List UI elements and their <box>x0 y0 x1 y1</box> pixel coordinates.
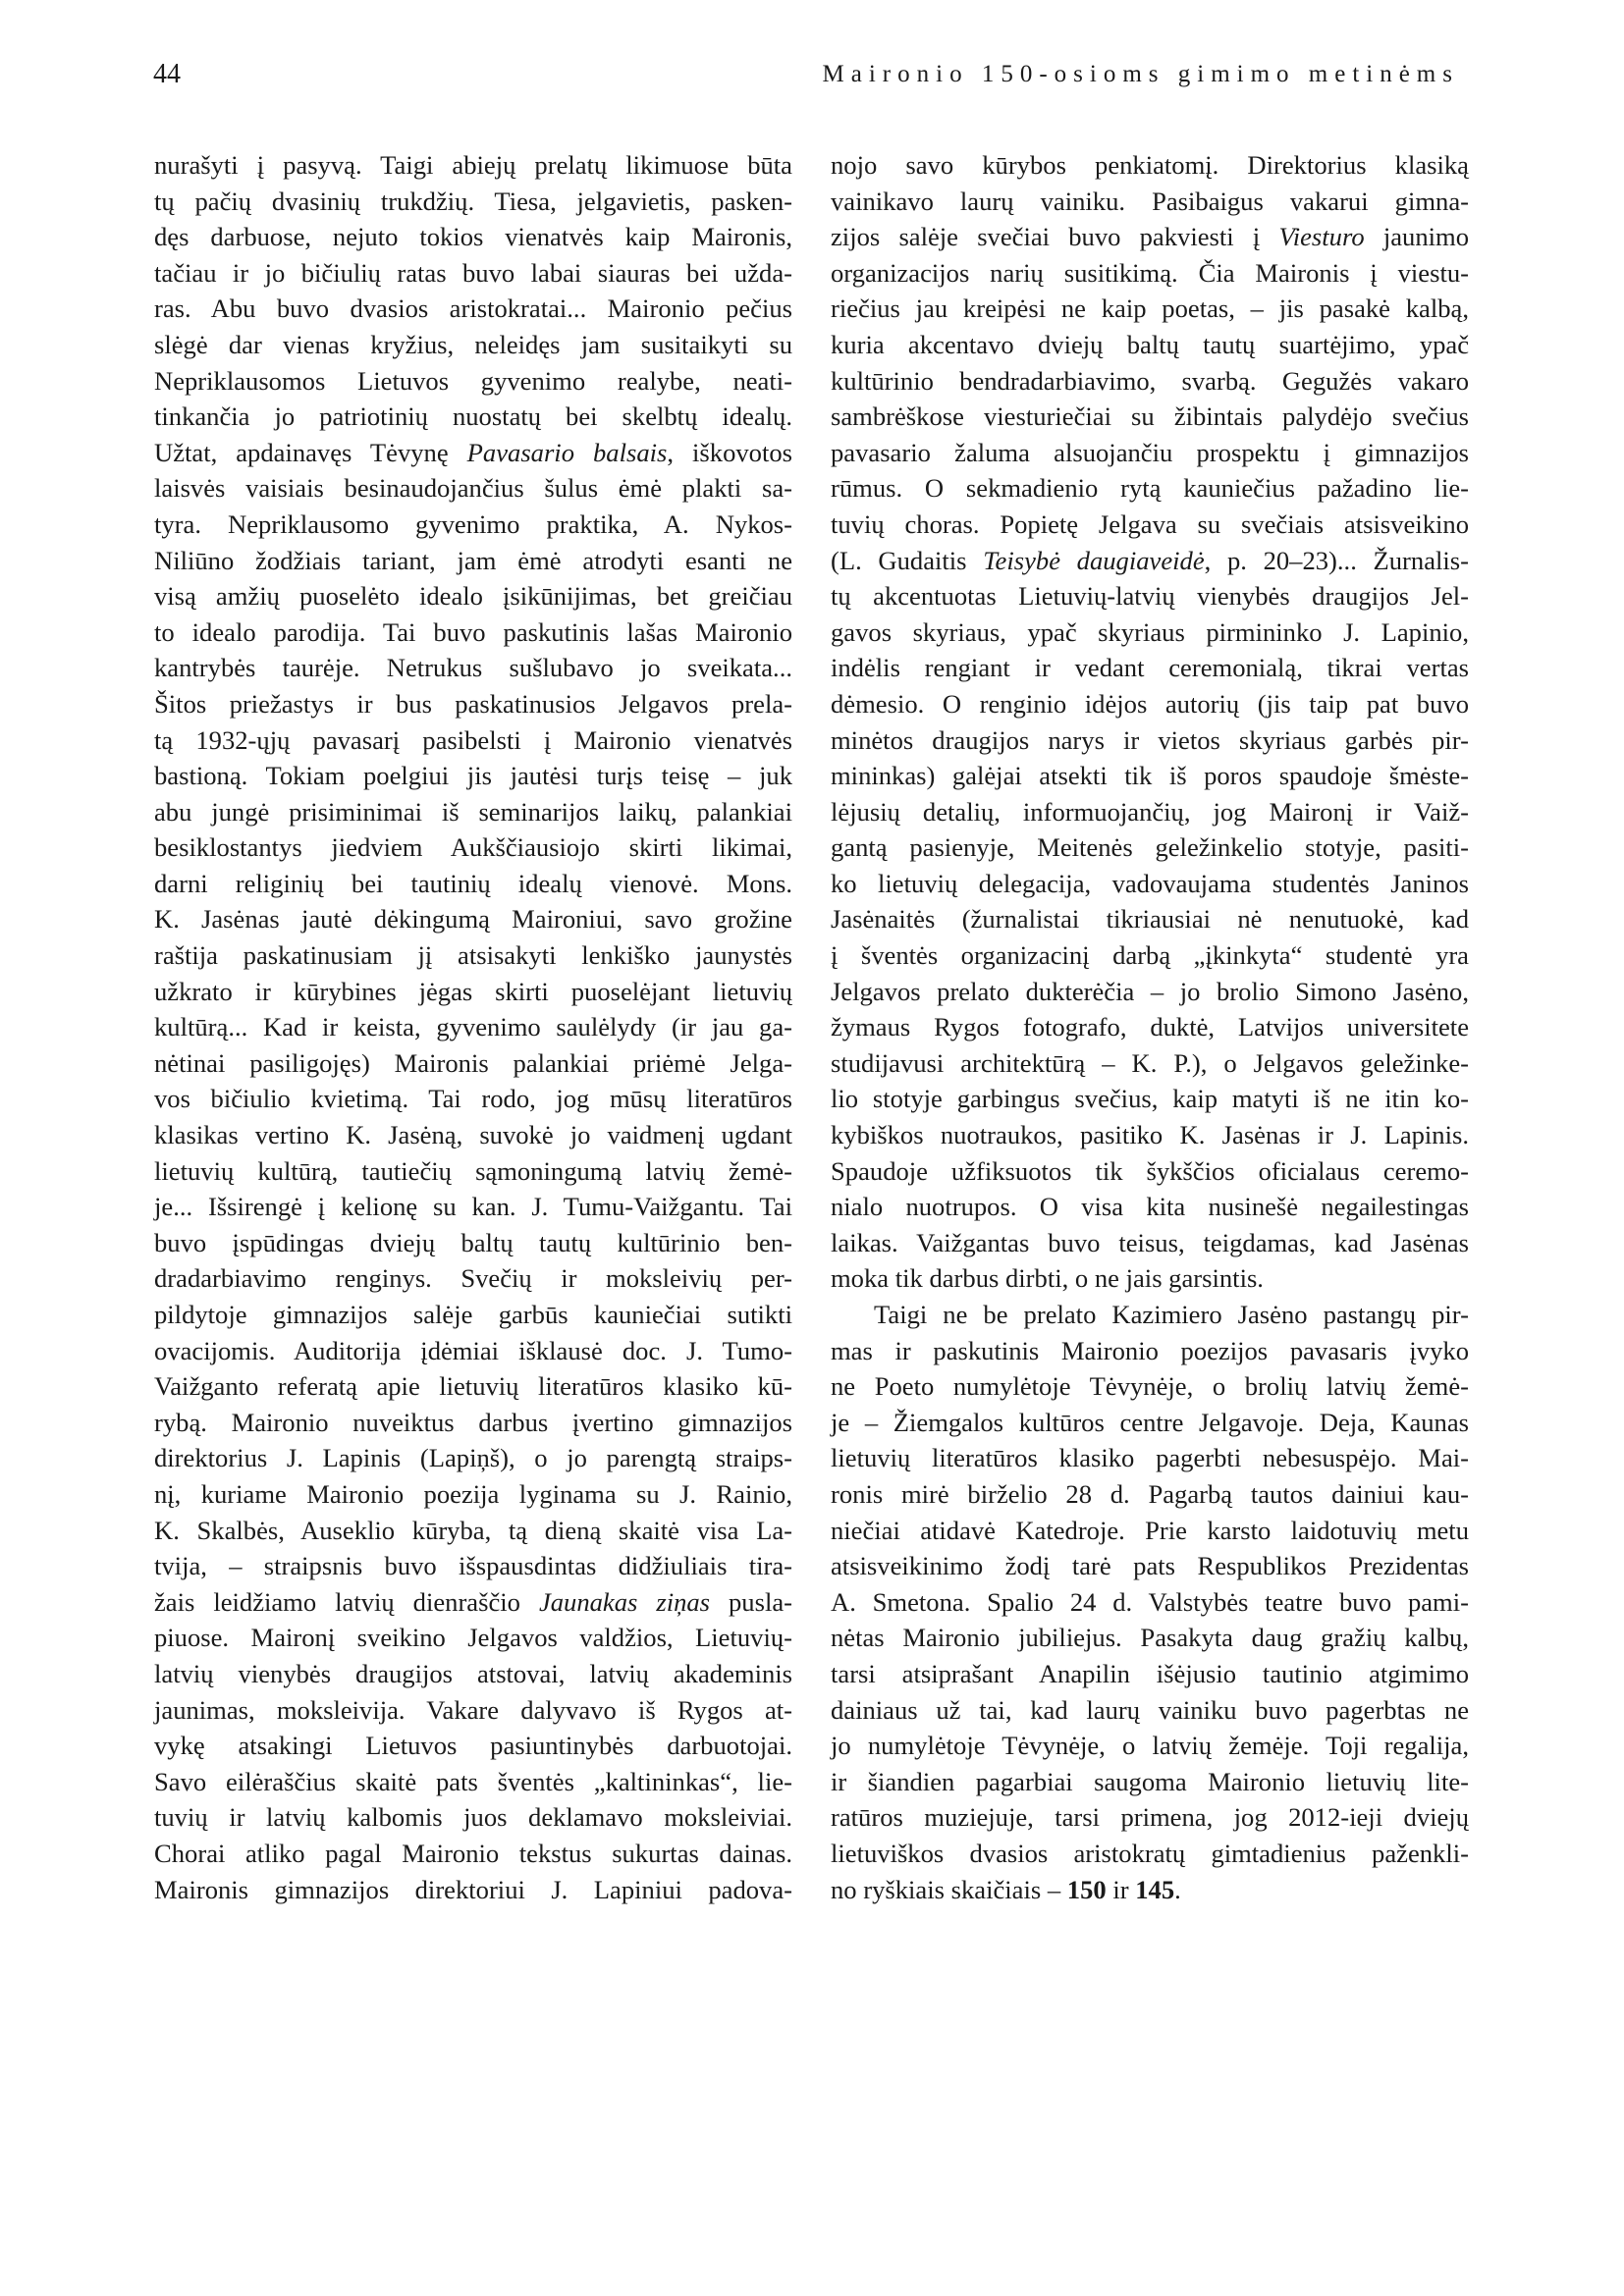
bold-number: 145 <box>1135 1874 1175 1904</box>
text-line <box>831 1872 1469 1908</box>
text-line <box>154 1764 792 1800</box>
left-column <box>154 147 792 1907</box>
text-line <box>154 219 792 255</box>
text-segment: dėmesio. O renginio idėjos autorių (jis taip pat buvo <box>831 688 1469 719</box>
text-segment: tvija, – straipsnis buvo išspausdintas didžiuliais tira- <box>154 1551 792 1581</box>
text-line <box>154 255 792 292</box>
text-segment: sambrėškose viesturiečiai su žibintais palydėjo svečius <box>831 401 1469 432</box>
text-segment: jaunimas, moksleivija. Vakare dalyvavo iš Rygos at- <box>154 1694 792 1725</box>
text-segment: zijos salėje svečiai buvo pakviesti į <box>831 222 1279 252</box>
text-line <box>831 829 1469 866</box>
text-line <box>154 470 792 507</box>
text-segment: tinkančia jo patriotinių nuostatų bei skelbtų idealų. <box>154 401 792 432</box>
text-line <box>154 758 792 794</box>
text-segment: į šventės organizacinį darbą „įkinkyta“ studentė yra <box>831 940 1469 971</box>
text-line <box>831 650 1469 686</box>
text-segment: pavasario žaluma alsuojančiu prospektu į gimnazijos <box>831 437 1469 467</box>
text-line <box>831 1045 1469 1082</box>
text-line <box>154 686 792 722</box>
text-segment: užkrato ir kūrybines jėgas skirti puoselėjant lietuvių <box>154 976 792 1006</box>
text-segment: kultūrą... Kad ir keista, gyvenimo saulėlydy (ir jau ga- <box>154 1012 792 1042</box>
text-line <box>154 1799 792 1836</box>
text-segment: gavos skyriaus, ypač skyriaus pirmininko J. Lapinio, <box>831 616 1469 647</box>
text-segment: nojo savo kūrybos penkiatomį. Direktorius klasiką <box>831 150 1469 180</box>
text-line <box>154 1297 792 1333</box>
text-segment: tuvių choras. Popietę Jelgava su svečiais atsisveikino <box>831 508 1469 539</box>
text-line <box>831 399 1469 435</box>
text-segment: nėtinai pasiligojęs) Maironis palankiai priėmė Jelga- <box>154 1047 792 1078</box>
text-line <box>154 1368 792 1405</box>
text-line <box>831 1297 1469 1333</box>
text-segment: abu jungė prisiminimai iš seminarijos laikų, palankiai <box>154 796 792 827</box>
text-line <box>831 794 1469 830</box>
text-segment: lietuvių kultūrą, tautiečių sąmoningumą latvių žemė- <box>154 1155 792 1186</box>
text-segment: nurašyti į pasyvą. Taigi abiejų prelatų likimuose būta <box>154 150 792 180</box>
text-line <box>154 1692 792 1729</box>
text-segment: ras. Abu buvo dvasios aristokratai... Maironio pečius <box>154 294 792 324</box>
text-segment: vykę atsakingi Lietuvos pasiuntinybės darbuotojai. <box>154 1731 792 1761</box>
text-line <box>154 1440 792 1476</box>
text-segment: Maironis gimnazijos direktoriui J. Lapiniui padova- <box>154 1874 792 1904</box>
text-line <box>831 507 1469 543</box>
text-line <box>831 435 1469 471</box>
text-segment: ronis mirė birželio 28 d. Pagarbą tautos dainiui kau- <box>831 1478 1469 1509</box>
text-line <box>831 1548 1469 1584</box>
text-line <box>831 1117 1469 1153</box>
text-segment: tų pačių dvasinių trukdžių. Tiesa, jelgavietis, pasken- <box>154 186 792 216</box>
text-segment: , p. 20–23)... Žurnalis- <box>1204 545 1469 575</box>
text-line <box>154 794 792 830</box>
text-line <box>154 1225 792 1261</box>
text-line <box>831 1799 1469 1836</box>
text-segment: pusla- <box>710 1586 792 1617</box>
text-segment: nėtas Maironio jubiliejus. Pasakyta daug gražių kalbų, <box>831 1623 1469 1653</box>
text-line <box>831 1405 1469 1441</box>
text-line <box>831 578 1469 614</box>
text-line <box>154 1153 792 1190</box>
text-segment: rūmus. O sekmadienio rytą kauniečius pažadino lie- <box>831 473 1469 504</box>
text-line <box>154 1405 792 1441</box>
text-line <box>831 974 1469 1010</box>
text-line <box>831 1476 1469 1513</box>
text-segment: Šitos priežastys ir bus paskatinusios Jelgavos prela- <box>154 688 792 719</box>
text-segment: kultūrinio bendradarbiavimo, svarbą. Gegužės vakaro <box>831 365 1469 396</box>
text-line <box>831 1620 1469 1656</box>
text-line <box>154 1584 792 1621</box>
text-segment: tačiau ir jo bičiulių ratas buvo labai siauras bei užda- <box>154 257 792 288</box>
text-line <box>831 866 1469 902</box>
text-segment: buvo įspūdingas dviejų baltų tautų kultūrinio ben- <box>154 1227 792 1257</box>
text-line <box>831 327 1469 363</box>
text-line <box>154 1476 792 1513</box>
text-segment: Spaudoje užfiksuotos tik šykščios oficialaus ceremo- <box>831 1155 1469 1186</box>
text-line <box>831 1260 1469 1297</box>
text-line <box>831 1584 1469 1621</box>
text-line <box>154 1513 792 1549</box>
text-line <box>831 722 1469 759</box>
text-line <box>831 255 1469 292</box>
text-segment: K. Skalbės, Auseklio kūryba, tą dieną skaitė visa La- <box>154 1515 792 1545</box>
text-line <box>831 1513 1469 1549</box>
text-segment: piuose. Maironį sveikino Jelgavos valdžios, Lietuvių- <box>154 1623 792 1653</box>
text-segment: ko lietuvių delegacija, vadovaujama studentės Janinos <box>831 868 1469 898</box>
text-line <box>831 1009 1469 1045</box>
text-line <box>154 829 792 866</box>
text-segment: Jasėnaitės (žurnalistai tikriausiai nė nenutuokė, kad <box>831 904 1469 934</box>
text-segment: direktorius J. Lapinis (Lapiņš), o jo parengtą straips- <box>154 1443 792 1473</box>
text-line <box>831 1764 1469 1800</box>
text-segment: nialo nuotrupos. O visa kita nusinešė negailestingas <box>831 1192 1469 1222</box>
text-line <box>154 1836 792 1872</box>
text-segment: lio stotyje garbingus svečius, kaip matyti iš ne itin ko- <box>831 1084 1469 1114</box>
text-segment: je... Išsirengė į kelionę su kan. J. Tumu-Vaižgantu. Tai <box>154 1192 792 1222</box>
text-segment: ir <box>1106 1874 1136 1904</box>
text-line <box>154 1872 792 1908</box>
text-segment: žais leidžiamo latvių dienraščio <box>154 1586 539 1617</box>
text-segment: Chorai atliko pagal Maironio tekstus sukurtas dainas. <box>154 1838 792 1868</box>
text-segment: moka tik darbus dirbti, o ne jais garsintis. <box>831 1263 1264 1294</box>
text-line <box>831 1728 1469 1764</box>
text-segment: tarsi atsiprašant Anapilin išėjusio tautinio atgimimo <box>831 1658 1469 1688</box>
text-segment: lietuvių literatūros klasiko pagerbti nebesuspėjo. Mai- <box>831 1443 1469 1473</box>
text-segment: ne Poeto numylėtoje Tėvynėje, o brolių latvių žemė- <box>831 1371 1469 1402</box>
text-line <box>831 219 1469 255</box>
text-line <box>154 937 792 974</box>
text-line <box>831 1081 1469 1117</box>
text-segment: mas ir paskutinis Maironio poezijos pavasaris įvyko <box>831 1335 1469 1365</box>
italic-title: Viesturo <box>1278 222 1365 252</box>
text-segment: Savo eilėraščius skaitė pats šventės „kaltininkas“, lie- <box>154 1766 792 1796</box>
text-line <box>154 901 792 937</box>
text-line <box>831 758 1469 794</box>
text-line <box>831 184 1469 220</box>
text-segment: A. Smetona. Spalio 24 d. Valstybės teatre buvo pami- <box>831 1586 1469 1617</box>
text-segment: indėlis rengiant ir vedant ceremonialą, tikrai vertas <box>831 653 1469 683</box>
text-segment: vainikavo laurų vainiku. Pasibaigus vakarui gimna- <box>831 186 1469 216</box>
text-line <box>831 1189 1469 1225</box>
text-line <box>154 1548 792 1584</box>
text-line <box>831 1368 1469 1405</box>
text-line <box>154 327 792 363</box>
text-segment: atsisveikinimo žodį tarė pats Respublikos Prezidentas <box>831 1551 1469 1581</box>
text-segment: riečius jau kreipėsi ne kaip poetas, – jis pasakė kalbą, <box>831 294 1469 324</box>
text-line <box>154 1728 792 1764</box>
text-segment: mininkas) galėjai atsekti tik iš poros spaudoje šmėste- <box>831 761 1469 791</box>
text-segment: kuria akcentavo dviejų baltų tautų suartėjimo, ypač <box>831 329 1469 359</box>
text-segment: niečiai atidavė Katedroje. Prie karsto laidotuvių metu <box>831 1515 1469 1545</box>
text-segment: , iškovotos <box>667 437 792 467</box>
text-line <box>154 1117 792 1153</box>
text-segment: studijavusi architektūrą – K. P.), o Jelgavos geležinke- <box>831 1047 1469 1078</box>
text-line <box>154 650 792 686</box>
text-segment: gantą pasienyje, Meitenės geležinkelio stotyje, pasiti- <box>831 832 1469 863</box>
text-line <box>154 866 792 902</box>
text-segment: Niliūno žodžiais tariant, jam ėmė atrodyti esanti ne <box>154 545 792 575</box>
text-segment: ratūros muziejuje, tarsi primena, jog 2012-ieji dviejų <box>831 1802 1469 1833</box>
text-segment: darni religinių bei tautinių idealų vienovė. Mons. <box>154 868 792 898</box>
text-segment: tuvių ir latvių kalbomis juos deklamavo moksleiviai. <box>154 1802 792 1833</box>
text-line <box>154 722 792 759</box>
text-segment: Užtat, apdainavęs Tėvynę <box>154 437 467 467</box>
text-segment: visą amžių puoselėto idealo įsikūnijimas, bet greičiau <box>154 581 792 612</box>
text-line <box>831 1656 1469 1692</box>
text-segment: Taigi ne be prelato Kazimiero Jasėno pastangų pir- <box>874 1300 1469 1329</box>
text-line <box>154 974 792 1010</box>
text-line <box>831 1692 1469 1729</box>
text-segment: dainiaus už tai, kad laurų vainiku buvo pagerbtas ne <box>831 1694 1469 1725</box>
text-segment: kantrybės taurėje. Netrukus sušlubavo jo sveikata... <box>154 653 792 683</box>
text-segment: raštija paskatinusiam jį atsisakyti lenkiško jaunystės <box>154 940 792 971</box>
text-line <box>154 1656 792 1692</box>
text-segment: laikas. Vaižgantas buvo teisus, teigdamas, kad Jasėnas <box>831 1227 1469 1257</box>
text-line <box>831 470 1469 507</box>
text-line <box>154 578 792 614</box>
page-number: 44 <box>153 59 181 89</box>
text-segment: organizacijos narių susitikimą. Čia Maironis į viestu- <box>831 257 1469 288</box>
text-segment: no ryškiais skaičiais – <box>831 1874 1067 1904</box>
text-segment: tą 1932-ųjų pavasarį pasibelsti į Maironio vienatvės <box>154 724 792 755</box>
text-segment: ir šiandien pagarbiai saugoma Maironio lietuvių lite- <box>831 1766 1469 1796</box>
text-segment: žymaus Rygos fotografo, duktė, Latvijos universitete <box>831 1012 1469 1042</box>
text-segment: dęs darbuose, nejuto tokios vienatvės kaip Maironis, <box>154 222 792 252</box>
text-line <box>831 614 1469 651</box>
text-line <box>154 1081 792 1117</box>
text-line <box>154 1260 792 1297</box>
text-line <box>154 1333 792 1369</box>
text-line <box>154 1009 792 1045</box>
text-segment: laisvės vaisiais besinaudojančius šulus ėmė plakti sa- <box>154 473 792 504</box>
running-title: Maironio 150-osioms gimimo metinėms <box>822 61 1459 87</box>
right-column <box>831 147 1469 1907</box>
text-segment: nį, kuriame Maironio poezija lyginama su J. Rainio, <box>154 1478 792 1509</box>
text-line <box>154 147 792 184</box>
text-segment: kybiškos nuotraukos, pasitiko K. Jasėnas ir J. Lapinis. <box>831 1120 1469 1150</box>
text-segment: besiklostantys jiedviem Aukščiausiojo skirti likimai, <box>154 832 792 863</box>
text-line <box>831 543 1469 579</box>
text-segment: Nepriklausomos Lietuvos gyvenimo realybe, neati- <box>154 365 792 396</box>
text-segment: K. Jasėnas jautė dėkingumą Maironiui, savo grožine <box>154 904 792 934</box>
text-segment: tų akcentuotas Lietuvių-latvių vienybės draugijos Jel- <box>831 581 1469 612</box>
text-line <box>154 507 792 543</box>
text-line <box>831 1836 1469 1872</box>
text-segment: vos bičiulio kvietimą. Tai rodo, jog mūsų literatūros <box>154 1084 792 1114</box>
text-line <box>831 1225 1469 1261</box>
text-segment: bastioną. Tokiam poelgiui jis jautėsi turįs teisę – juk <box>154 761 792 791</box>
text-segment: Jelgavos prelato dukterėčia – jo brolio Simono Jasėno, <box>831 976 1469 1006</box>
text-segment: jo numylėtoje Tėvynėje, o latvių žemėje. Toji regalija, <box>831 1731 1469 1761</box>
text-line <box>154 1620 792 1656</box>
text-segment: minėtos draugijos narys ir vietos skyriaus garbės pir- <box>831 724 1469 755</box>
text-line <box>154 363 792 400</box>
text-line <box>831 937 1469 974</box>
text-segment: latvių vienybės draugijos atstovai, latvių akademinis <box>154 1658 792 1688</box>
text-segment: lietuviškos dvasios aristokratų gimtadienius paženkli- <box>831 1838 1469 1868</box>
text-segment: (L. Gudaitis <box>831 545 984 575</box>
text-line <box>154 1189 792 1225</box>
text-line <box>154 435 792 471</box>
italic-title: Pavasario balsais <box>466 437 668 467</box>
text-line <box>154 543 792 579</box>
text-segment: pildytoje gimnazijos salėje garbūs kauniečiai sutikti <box>154 1300 792 1329</box>
text-line <box>831 291 1469 327</box>
text-segment: rybą. Maironio nuveiktus darbus įvertino gimnazijos <box>154 1407 792 1437</box>
italic-title: Jaunakas ziņas <box>538 1586 711 1617</box>
text-line <box>154 184 792 220</box>
text-segment: tyra. Nepriklausomo gyvenimo praktika, A. Nykos- <box>154 508 792 539</box>
text-line <box>831 363 1469 400</box>
text-line <box>154 1045 792 1082</box>
text-segment: lėjusių detalių, informuojančių, jog Maironį ir Vaiž- <box>831 796 1469 827</box>
text-segment: jaunimo <box>1364 222 1469 252</box>
text-segment: . <box>1174 1874 1181 1904</box>
text-line <box>154 291 792 327</box>
text-line <box>154 614 792 651</box>
text-line <box>831 1440 1469 1476</box>
text-line <box>831 1333 1469 1369</box>
italic-title: Teisybė daugiaveidė <box>983 545 1205 575</box>
text-segment: Vaižganto referatą apie lietuvių literatūros klasiko kū- <box>154 1371 792 1402</box>
text-segment: klasikas vertino K. Jasėną, suvokė jo vaidmenį ugdant <box>154 1120 792 1150</box>
text-segment: je – Žiemgalos kultūros centre Jelgavoje. Deja, Kaunas <box>831 1407 1469 1437</box>
text-segment: slėgė dar vienas kryžius, neleidęs jam susitaikyti su <box>154 329 792 359</box>
text-segment: dradarbiavimo renginys. Svečių ir moksleivių per- <box>154 1263 792 1294</box>
text-segment: ovacijomis. Auditorija įdėmiai išklausė doc. J. Tumo- <box>154 1335 792 1365</box>
bold-number: 150 <box>1066 1874 1107 1904</box>
text-line <box>831 686 1469 722</box>
text-line <box>831 147 1469 184</box>
text-line <box>831 1153 1469 1190</box>
text-line <box>154 399 792 435</box>
text-line <box>831 901 1469 937</box>
text-segment: to idealo parodija. Tai buvo paskutinis lašas Maironio <box>154 616 792 647</box>
